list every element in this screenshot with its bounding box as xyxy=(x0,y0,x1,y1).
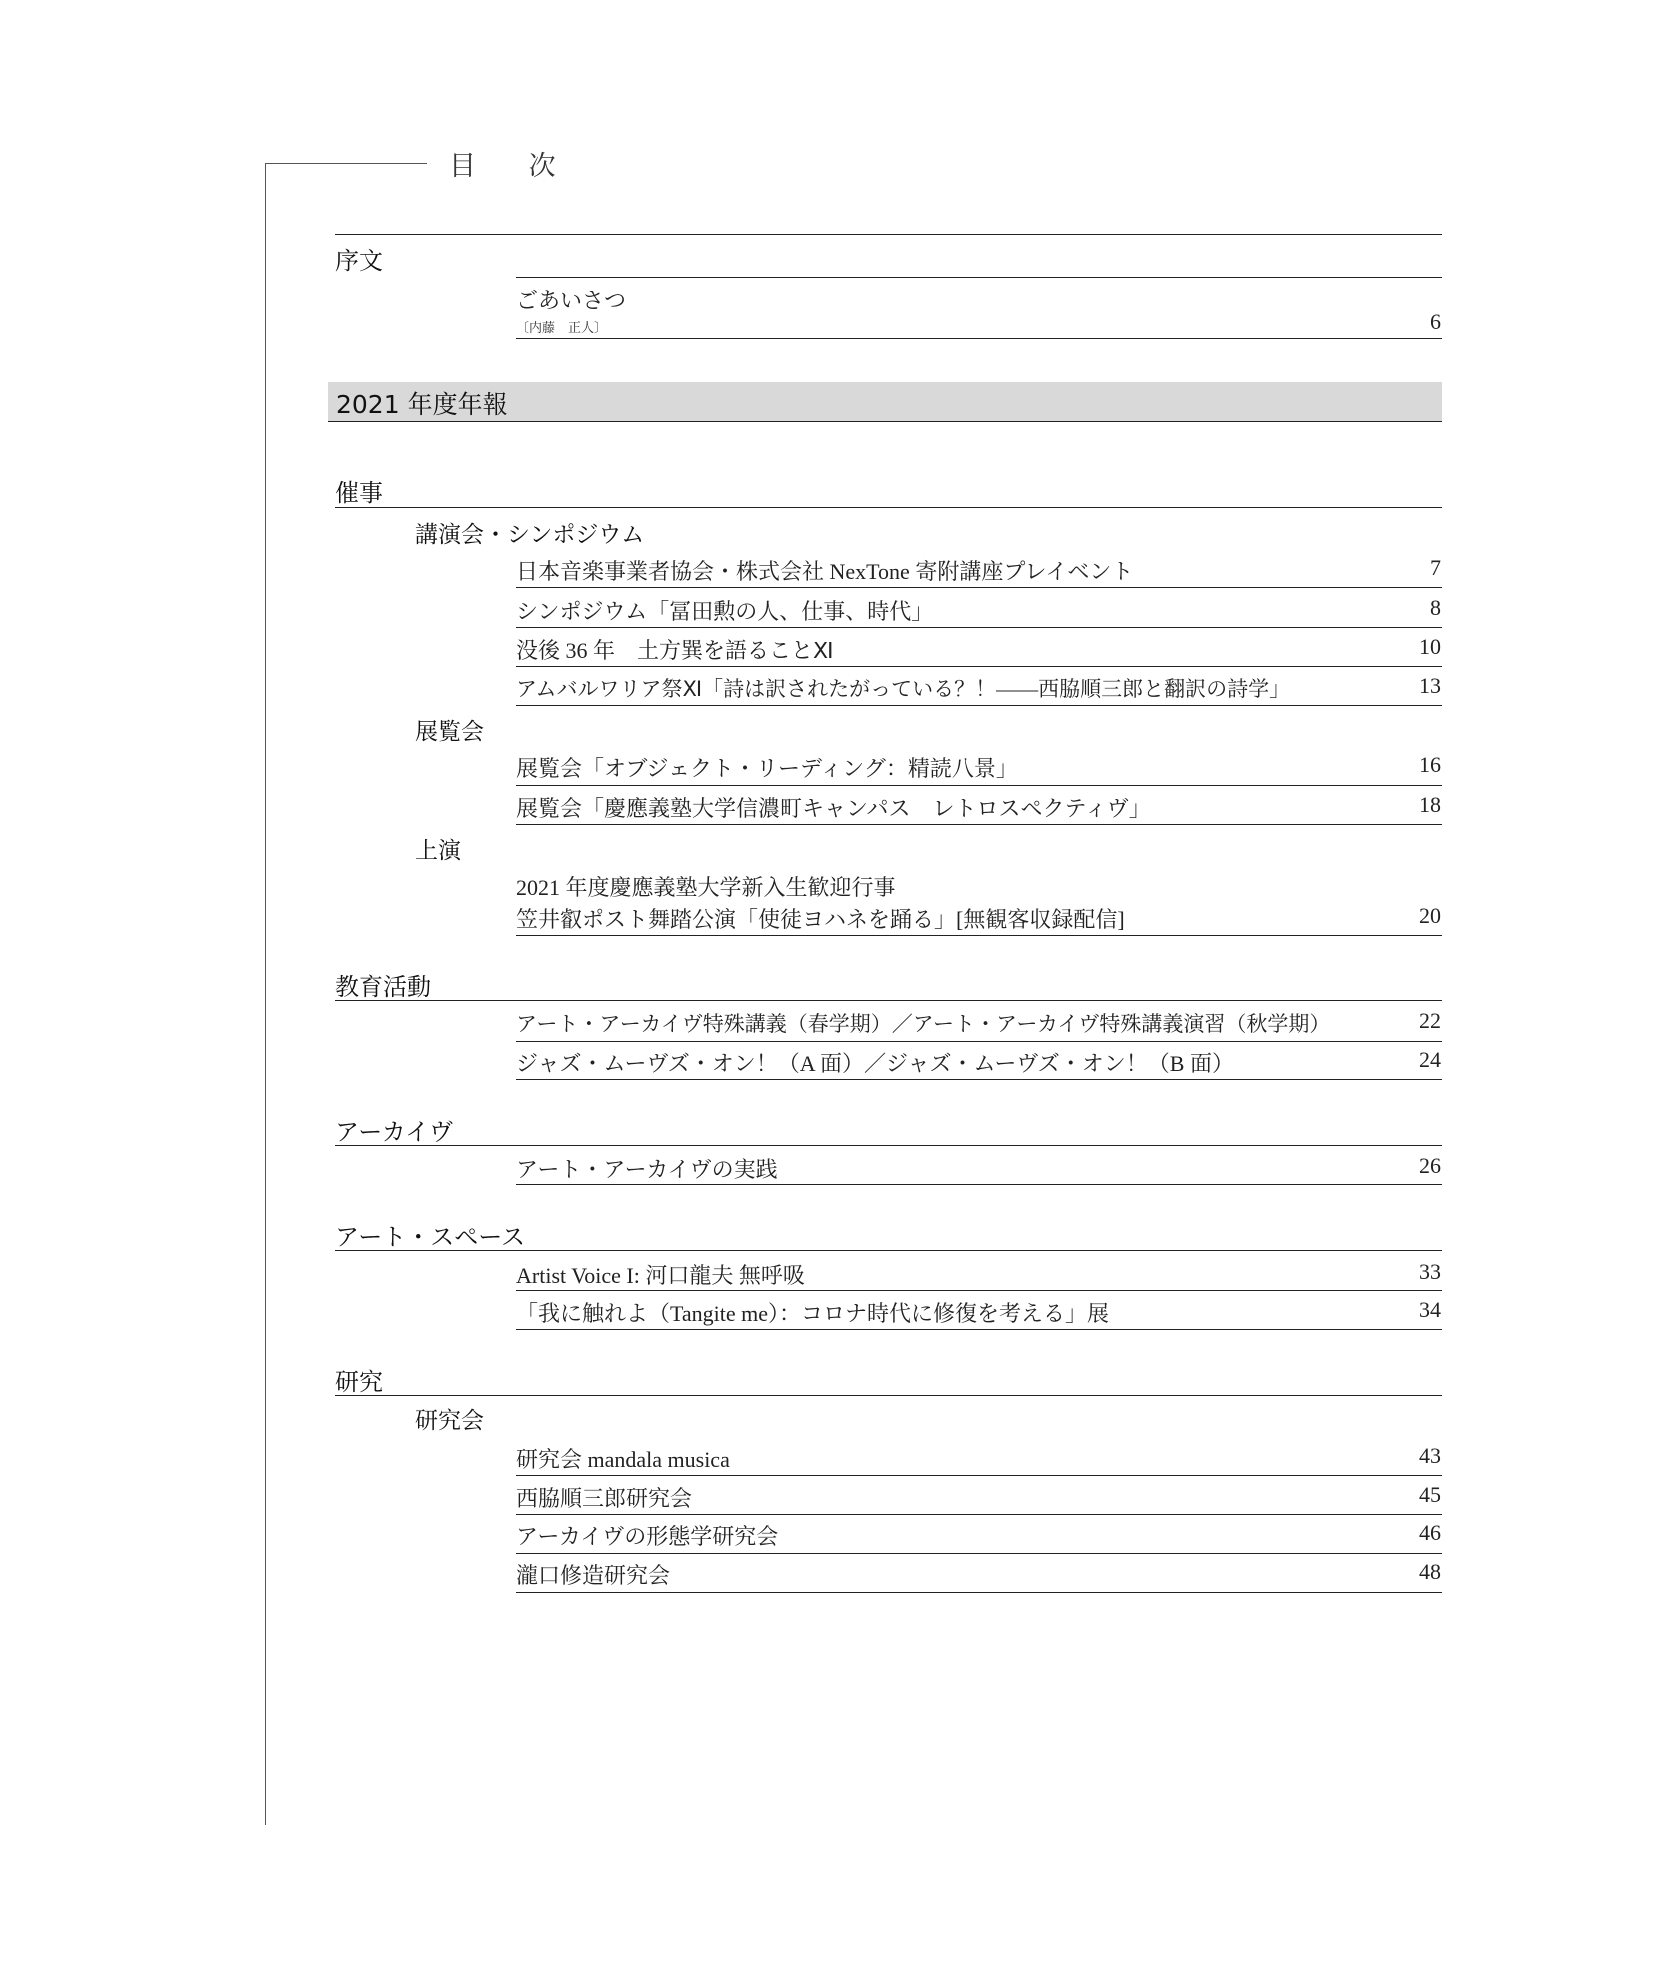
row-rule xyxy=(516,627,1442,628)
toc-entry[interactable]: 日本音楽事業者協会・株式会社 NexTone 寄附講座プレイベント xyxy=(516,559,1134,584)
section-rule xyxy=(335,1395,1442,1396)
row-rule xyxy=(516,1592,1442,1593)
toc-page-number: 46 xyxy=(1419,1520,1441,1545)
section-title-events: 催事 xyxy=(335,479,383,507)
toc-entry[interactable]: 西脇順三郎研究会 xyxy=(516,1486,693,1511)
row-rule xyxy=(516,935,1442,936)
row-rule xyxy=(516,1041,1442,1042)
section-rule xyxy=(335,1250,1442,1251)
toc-page-number: 10 xyxy=(1419,634,1441,659)
section-title-archive: アーカイヴ xyxy=(335,1118,454,1146)
toc-page-number: 20 xyxy=(1419,903,1441,928)
toc-entry[interactable]: 瀧口修造研究会 xyxy=(516,1563,671,1588)
row-rule xyxy=(516,1553,1442,1554)
toc-entry-line2[interactable]: 笠井叡ポスト舞踏公演「使徒ヨハネを踊る」[無観客収録配信] xyxy=(516,907,1125,932)
toc-entry[interactable]: アムバルワリア祭Ⅺ「詩は訳されたがっている？！――西脇順三郎と翻訳の詩学」 xyxy=(516,677,1291,701)
toc-entry[interactable]: アーカイヴの形態学研究会 xyxy=(516,1524,779,1549)
toc-entry-greeting[interactable]: ごあいさつ xyxy=(516,288,627,313)
section-rule xyxy=(335,1145,1442,1146)
section-rule xyxy=(335,1000,1442,1001)
section-rule xyxy=(335,234,1442,235)
row-rule xyxy=(516,824,1442,825)
toc-entry-line1[interactable]: 2021 年度慶應義塾大学新入生歓迎行事 xyxy=(516,875,896,900)
page-title: 目 次 xyxy=(449,151,578,182)
toc-entry[interactable]: ジャズ・ムーヴズ・オン！（A 面）／ジャズ・ムーヴズ・オン！（B 面） xyxy=(516,1051,1234,1076)
row-rule xyxy=(516,277,1442,278)
row-rule xyxy=(516,338,1442,339)
subsection-title-research-groups: 研究会 xyxy=(415,1408,484,1434)
section-title-art-space: アート・スペース xyxy=(335,1223,526,1251)
subsection-title-exhibitions: 展覧会 xyxy=(415,719,484,745)
frame-left-rule xyxy=(265,163,266,1825)
toc-page-number: 18 xyxy=(1419,792,1441,817)
toc-entry[interactable]: 展覧会「慶應義塾大学信濃町キャンパス レトロスペクティヴ」 xyxy=(516,796,1151,821)
section-title-preface: 序文 xyxy=(335,247,383,275)
banner-rule xyxy=(328,421,1442,422)
row-rule xyxy=(516,587,1442,588)
row-rule xyxy=(516,1079,1442,1080)
toc-entry[interactable]: 研究会 mandala musica xyxy=(516,1447,730,1472)
toc-entry[interactable]: 「我に触れよ（Tangite me）：コロナ時代に修復を考える」展 xyxy=(516,1301,1110,1326)
annual-report-title: 2021 年度年報 xyxy=(336,390,508,419)
subsection-title-lectures: 講演会・シンポジウム xyxy=(415,522,645,548)
toc-page-number: 43 xyxy=(1419,1443,1441,1468)
toc-page-number: 26 xyxy=(1419,1153,1441,1178)
toc-entry-author: 〔内藤 正人〕 xyxy=(516,321,608,336)
toc-entry[interactable]: Artist Voice I: 河口龍夫 無呼吸 xyxy=(516,1263,805,1288)
toc-entry[interactable]: シンポジウム「冨田勲の人、仕事、時代」 xyxy=(516,599,934,624)
row-rule xyxy=(516,666,1442,667)
toc-entry[interactable]: 展覧会「オブジェクト・リーディング：精読八景」 xyxy=(516,756,1018,781)
toc-page-number: 48 xyxy=(1419,1559,1441,1584)
row-rule xyxy=(516,785,1442,786)
toc-entry[interactable]: アート・アーカイヴ特殊講義（春学期）／アート・アーカイヴ特殊講義演習（秋学期） xyxy=(516,1012,1331,1036)
section-title-research: 研究 xyxy=(335,1368,383,1396)
toc-page-number: 6 xyxy=(1430,309,1441,334)
toc-page-number: 8 xyxy=(1430,595,1441,620)
row-rule xyxy=(516,1184,1442,1185)
section-rule xyxy=(335,507,1442,508)
row-rule xyxy=(516,705,1442,706)
toc-page-number: 45 xyxy=(1419,1482,1441,1507)
row-rule xyxy=(516,1514,1442,1515)
toc-page-number: 7 xyxy=(1430,555,1441,580)
toc-entry[interactable]: アート・アーカイヴの実践 xyxy=(516,1157,778,1182)
frame-top-rule xyxy=(265,163,427,164)
toc-page-number: 33 xyxy=(1419,1259,1441,1284)
row-rule xyxy=(516,1475,1442,1476)
toc-page-number: 22 xyxy=(1419,1008,1441,1033)
section-title-education: 教育活動 xyxy=(335,973,431,1001)
toc-page-number: 16 xyxy=(1419,752,1441,777)
row-rule xyxy=(516,1329,1442,1330)
toc-entry[interactable]: 没後 36 年 土方巽を語ることⅪ xyxy=(516,638,834,663)
toc-page-number: 34 xyxy=(1419,1297,1441,1322)
subsection-title-performances: 上演 xyxy=(415,838,461,864)
toc-page-number: 24 xyxy=(1419,1047,1441,1072)
toc-page-number: 13 xyxy=(1419,673,1441,698)
row-rule xyxy=(516,1290,1442,1291)
